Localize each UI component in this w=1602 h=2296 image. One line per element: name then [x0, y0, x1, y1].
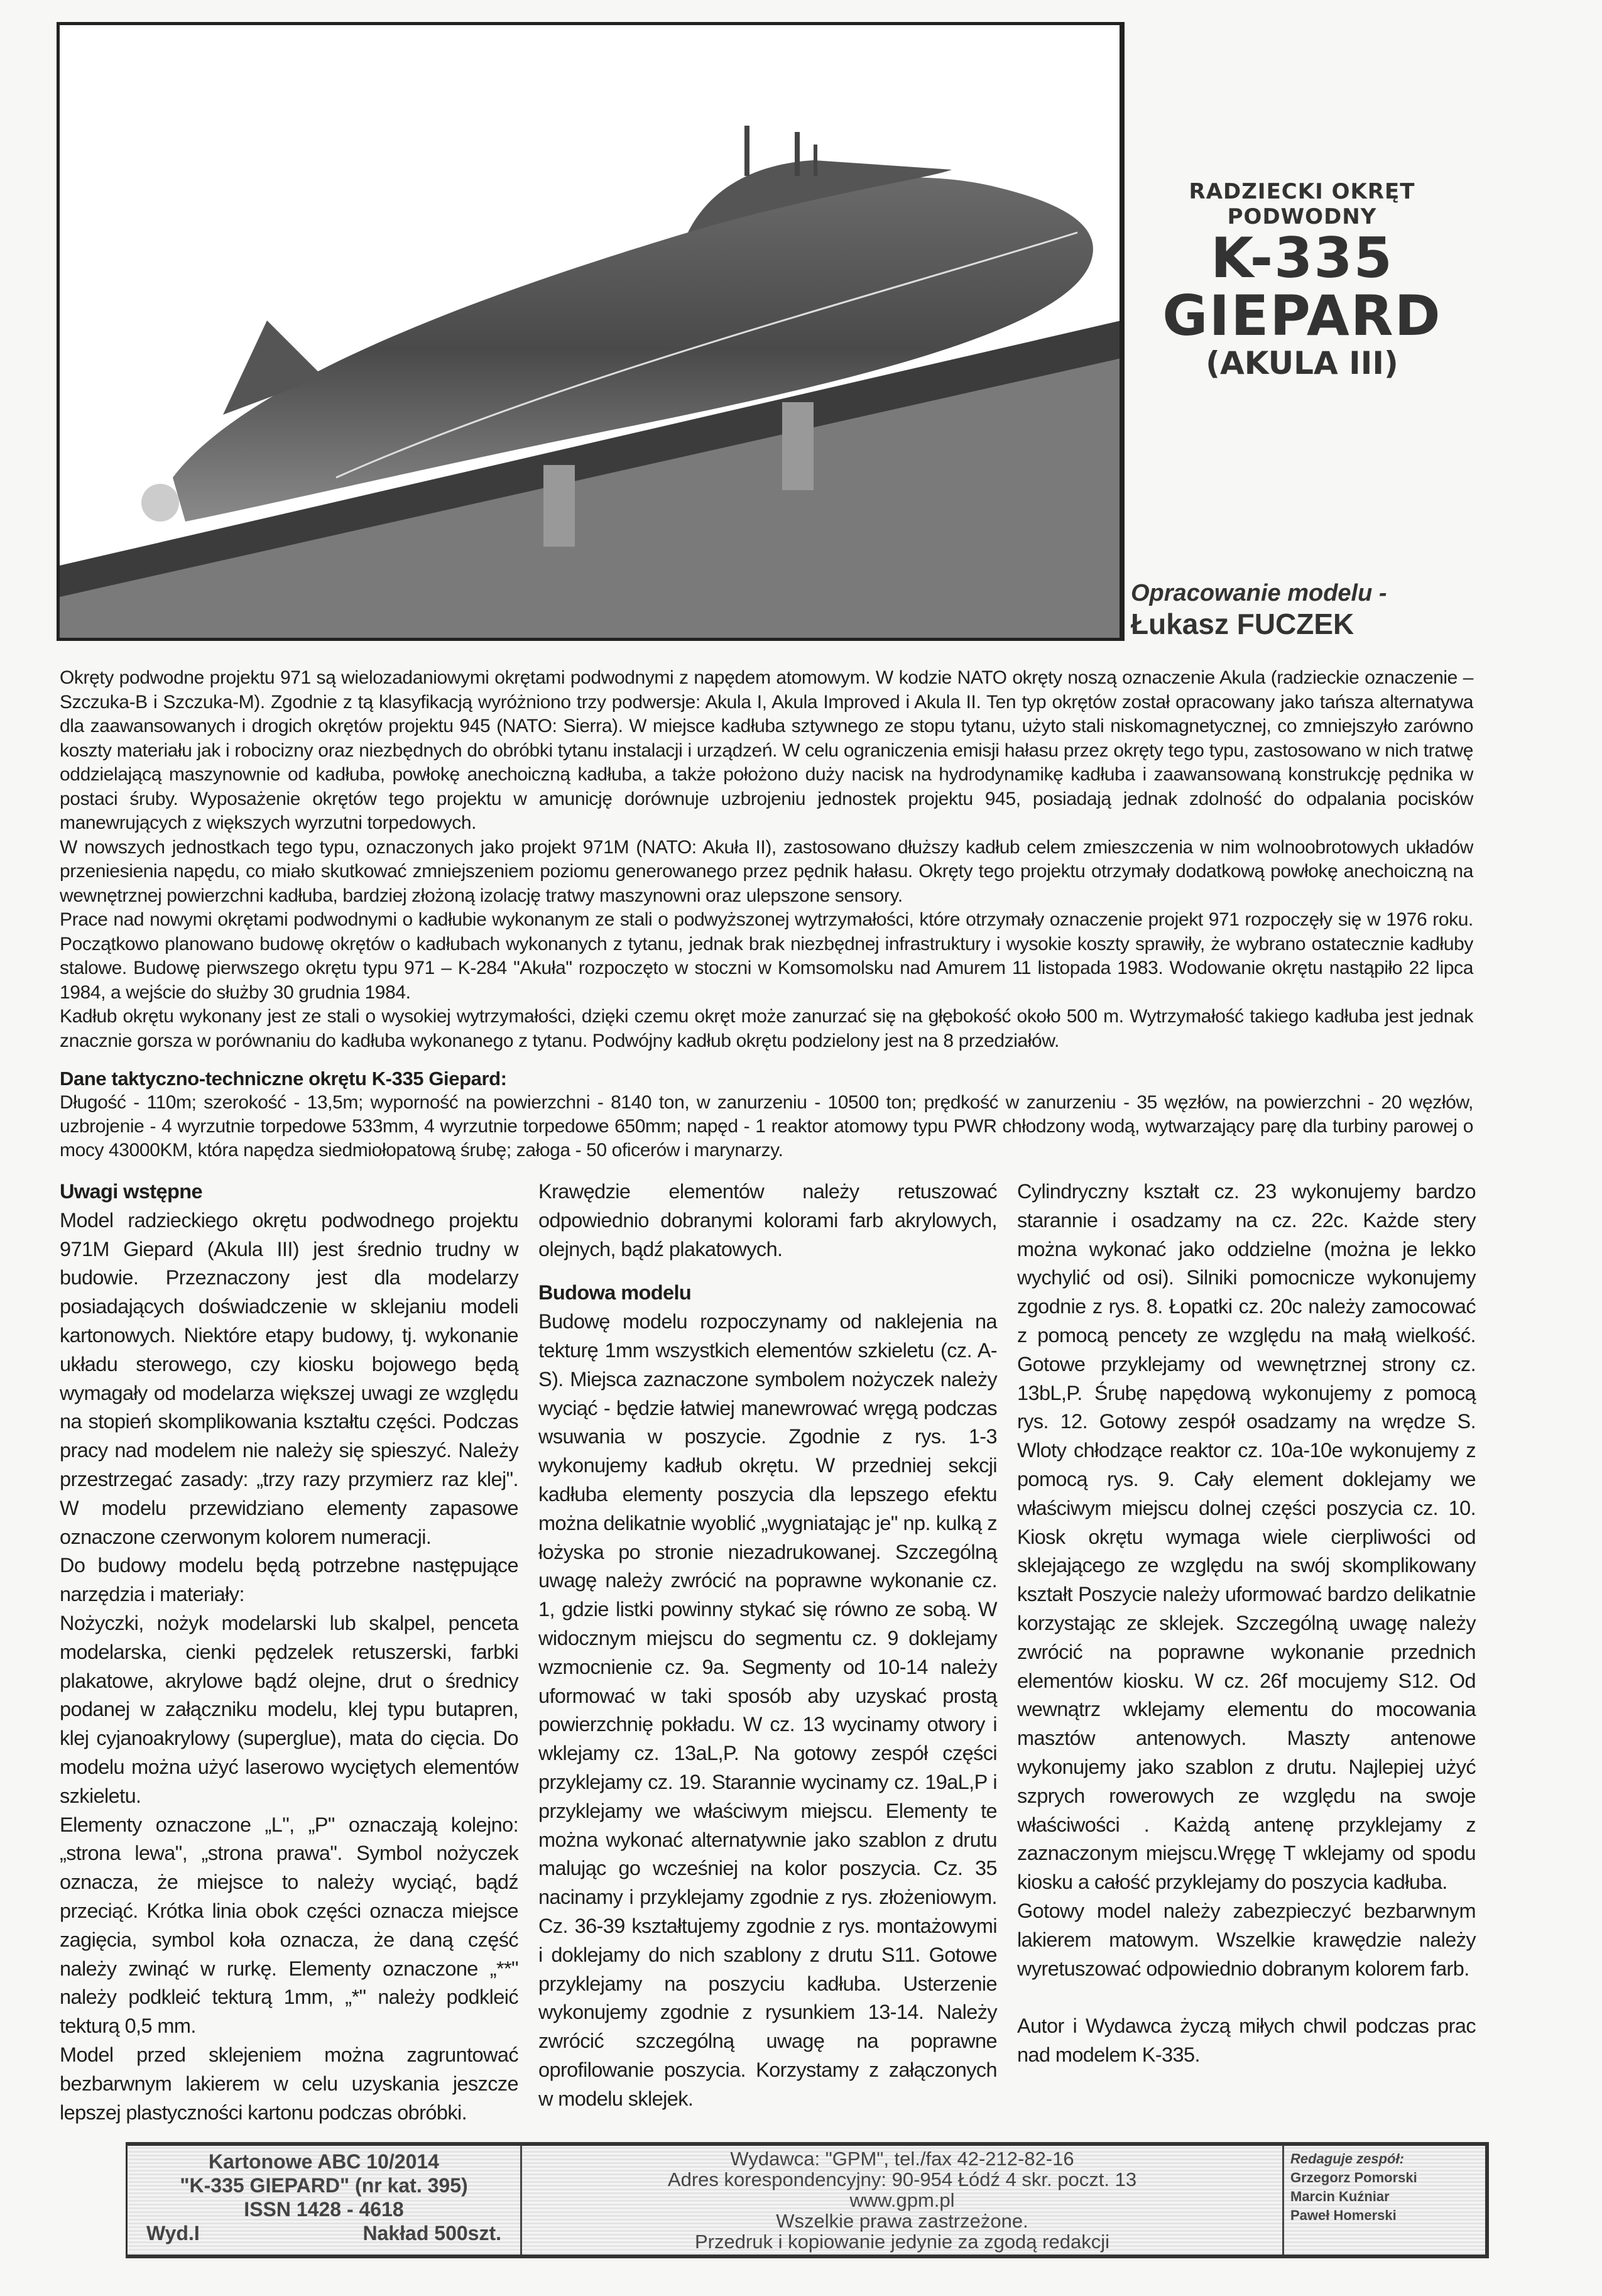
intro-paragraph: W nowszych jednostkach tego typu, oznaczonych jako projekt 971M (NATO: Akuła II), zastosowano dłuższy kadłub celem zmieszczenia w nim wolnoobrotowych układów przeniesienia napędu, co miało skutkować zmniejszeniem poziomu generowanego przez pędnik hałasu. Okręty tego projektu otrzymały dodatkową powłokę anechoiczną na wewnętrznej powierzchni kadłuba, bardziej złożoną izolację tratwy maszynowni oraz ulepszone sensory.	[60, 836, 1473, 906]
issue-edition: Wyd.I	[146, 2222, 200, 2245]
team-member: Marcin Kuźniar	[1290, 2189, 1390, 2205]
article-title-block	[1131, 179, 1473, 381]
paragraph: Krawędzie elementów należy retuszować odpowiednio dobranymi kolorami farb akrylowych, olejnych, bądź plakatowych.	[538, 1180, 997, 1260]
column-2	[538, 1178, 997, 2114]
paragraph: Nożyczki, nożyk modelarski lub skalpel, penceta modelarska, cienki pędzelek retuszerski, farbki plakatowe, akrylowe bądź olejne, drut o średnicy podanej w załączniku modelu, klej typu butapren, klej cyjanoakrylowy (superglue), mata do cięcia. Do modelu można użyć laserowo wyciętych elementów szkieletu.	[60, 1611, 518, 1807]
paragraph: Elementy oznaczone „L", „P" oznaczają kolejno: „strona lewa", „strona prawa". Symbol nożyczek oznacza, że miejsce to należy wyciąć, bądź przeciąć. Krótka linia obok części oznacza miejsce zagięcia, symbol koła oznacza, że daną część należy zwinąć w rurkę. Elementy oznaczone „**" należy podkleić tekturą 1mm, „*" należy podkleić tekturą 0,5 mm.	[60, 1813, 518, 2038]
paragraph: Cylindryczny kształt cz. 23 wykonujemy bardzo starannie i osadzamy na cz. 22c. Każde stery można wykonać jako oddzielne (można je lekko wychylić od osi). Silniki pomocnicze wykonujemy zgodnie z rys. 8. Łopatki cz. 20c należy zamocować z pomocą pencety ze względu na małą wielkość. Gotowe przyklejamy od wewnętrznej strony cz. 13bL,P. Śrubę napędową wykonujemy z pomocą rys. 12. Gotowy zespół osadzamy na wrędze S. Wloty chłodzące reaktor cz. 10a-10e wykonujemy z pomocą rys. 9. Cały element doklejamy we właściwym miejscu dolnej części poszycia cz. 10. Kiosk okrętu wymaga wiele cierpliwości od sklejającego ze względu na swój skomplikowany kształt Poszycie należy uformować bardzo delikatnie korzystając ze sklejek. Szczególną uwagę należy zwrócić na poprawne wykonanie przednich elementów kiosku. W cz. 26f mocujemy S12. Od wewnątrz wklejamy elementu do mocowania masztów antenowych. Maszty antenowe wykonujemy jako szablon z drutu. Najlepiej użyć szprych rowerowych ze względu na swoje właściwości . Każdą antenę przyklejamy z zaznaczonym miejscu.Wręgę T wklejamy od spodu kiosku a całość przyklejamy do poszycia kadłuba.	[1017, 1180, 1476, 1894]
title-number: K-335	[1211, 226, 1393, 290]
specs-text: Długość - 110m; szerokość - 13,5m; wyporność na powierzchni - 8140 ton, w zanurzeniu - 10500 ton; prędkość w zanurzeniu - 35 węzłów, na powierzchni - 20 węzłów, uzbrojenie - 4 wyrzutnie torpedowe 533mm, 4 wyrzutnie torpedowe 650mm; napęd - 1 reaktor atomowy typu PWR chłodzony wodą, wytwarzający parę dla turbiny parowej o mocy 43000KM, która napędza siedmiołopatową śrubę; załoga - 50 oficerów i marynarzy.	[60, 1092, 1473, 1161]
section-heading: Uwagi wstępne	[60, 1180, 202, 1203]
title-name: GIEPARD	[1162, 283, 1442, 348]
issue-model: "K-335 GIEPARD" (nr kat. 395)	[180, 2174, 468, 2197]
copy-notice: Przedruk i kopiowanie jedynie za zgodą redakcji	[695, 2231, 1109, 2253]
publisher-website: www.gpm.pl	[849, 2189, 955, 2212]
section-heading: Budowa modelu	[538, 1281, 692, 1304]
team-label: Redaguje zespół:	[1290, 2151, 1404, 2167]
header-row	[57, 22, 1473, 641]
paragraph: Model radzieckiego okrętu podwodnego projektu 971M Giepard (Akula III) jest średnio trudny w budowie. Przeznaczony jest dla modelarzy posiadających doświadczenie w sklejaniu modeli kartonowych. Niektóre etapy budowy, tj. wykonanie układu sterowego, czy kiosku bojowego będą wymagały od modelarza większej uwagi ze względu na stopień skomplikowania kształtu części. Podczas pracy nad modelem nie należy się spieszyć. Należy przestrzegać zasady: „trzy razy przymierz raz klej". W modelu przewidziano elementy zapasowe oznaczone czerwonym kolorem numeracji.	[60, 1208, 518, 1548]
publisher-address: Adres korespondencyjny: 90-954 Łódź 4 skr. poczt. 13	[667, 2168, 1137, 2191]
publisher-line: Wydawca: "GPM", tel./fax 42-212-82-16	[730, 2148, 1074, 2170]
issue-print-run: Nakład 500szt.	[362, 2222, 501, 2245]
issue-title: Kartonowe ABC 10/2014	[209, 2150, 439, 2173]
paragraph: Do budowy modelu będą potrzebne następujące narzędzia i materiały:	[60, 1554, 518, 1606]
title-kicker: RADZIECKI OKRĘT PODWODNY	[1189, 179, 1415, 229]
colophon-publisher	[522, 2146, 1284, 2255]
title-subtitle: (AKULA III)	[1206, 345, 1398, 381]
column-3	[1017, 1178, 1476, 2070]
team-member: Grzegorz Pomorski	[1290, 2170, 1417, 2186]
intro-paragraph: Kadłub okrętu wykonany jest ze stali o wysokiej wytrzymałości, dzięki czemu okręt może zanurzać się na głębokość około 500 m. Wytrzymałość takiego kadłuba jest jednak znacznie gorsza w porównaniu do kadłuba wykonanego z tytanu. Podwójny kadłub okrętu podzielony jest na 8 przedziałów.	[60, 1006, 1473, 1051]
colophon-team	[1284, 2146, 1485, 2255]
intro-paragraph: Prace nad nowymi okrętami podwodnymi o kadłubie wykonanym ze stali o podwyższonej wytrzymałości, które otrzymały oznaczenie projekt 971 rozpoczęły się w 1976 roku. Początkowo planowano budowę okrętów o kadłubach wykonanych z tytanu, jednak brak niezbędnej infrastruktury i wysokie koszty sprawiły, że wybrano ostatecznie kadłuby stalowe. Budowę pierwszego okrętu typu 971 – K-284 "Akuła" rozpoczęto w stoczni w Komsomolsku nad Amurem 11 listopada 1983. Wodowanie okrętu nastąpiło 22 lipca 1984, a wejście do służby 30 grudnia 1984.	[60, 909, 1473, 1003]
colophon-issue	[128, 2146, 522, 2255]
title-side	[1125, 22, 1473, 641]
paragraph: Gotowy model należy zabezpieczyć bezbarwnym lakierem matowym. Wszelkie krawędzie należy wyretuszować odpowiednio dobranym kolorem farb.	[1017, 1899, 1476, 1980]
submarine-illustration	[60, 25, 1121, 638]
specs-heading: Dane taktyczno-techniczne okrętu K-335 Giepard:	[60, 1068, 507, 1090]
rights-line: Wszelkie prawa zastrzeżone.	[776, 2210, 1028, 2233]
specs-section	[60, 1067, 1473, 1162]
closing-note: Autor i Wydawca życzą miłych chwil podczas prac nad modelem K-335.	[1017, 2014, 1476, 2067]
issue-issn: ISSN 1428 - 4618	[244, 2198, 404, 2221]
author-label: Opracowanie modelu -	[1131, 580, 1387, 606]
intro-text	[60, 666, 1473, 1053]
column-1	[60, 1178, 518, 2127]
colophon	[126, 2142, 1489, 2258]
author-block	[1131, 580, 1473, 641]
team-member: Paweł Homerski	[1290, 2207, 1397, 2224]
instruction-columns	[60, 1178, 1476, 2127]
issue-edition-row	[128, 2221, 520, 2245]
paragraph: Budowę modelu rozpoczynamy od naklejenia na tekturę 1mm wszystkich elementów szkieletu (cz. A-S). Miejsca zaznaczone symbolem nożyczek należy wyciąć - będzie łatwiej manewrować wręgą podczas wsuwania w poszycie. Zgodnie z rys. 1-3 wykonujemy kadłub okrętu. W przedniej sekcji kadłuba elementy poszycia dla lepszego efektu można delikatnie wyoblić „wygniatając je" np. kulką z łożyska po stronie niezadrukowanej. Szczególną uwagę należy zwrócić na poprawne wykonanie cz. 1, gdzie listki powinny stykać się równo ze sobą. W widocznym miejscu do segmentu cz. 9 doklejamy wzmocnienie cz. 9a. Segmenty od 10-14 należy uformować w taki sposób aby uzyskać prostą powierzchnię pokładu. W cz. 13 wycinamy otwory i wklejamy cz. 13aL,P. Na gotowy zespół części przyklejamy cz. 19. Starannie wycinamy cz. 19aL,P i przyklejamy we właściwym miejscu. Elementy te można wykonać alternatywnie jako szablon z drutu malując go wcześniej na kolor poszycia. Cz. 35 nacinamy i przyklejamy zgodnie z rys. złożeniowym. Cz. 36-39 kształtujemy zgodnie z rys. montażowymi i doklejamy do nich szablony z drutu S11. Gotowe przyklejamy na poszyciu kadłuba. Usterzenie wykonujemy zgodnie z rysunkiem 13-14. Należy zwrócić szczególną uwagę na poprawne oprofilowanie poszycia. Korzystamy z załączonych w modelu sklejek.	[538, 1310, 997, 2110]
submarine-model-photo	[57, 22, 1125, 641]
author-name: Łukasz FUCZEK	[1131, 608, 1354, 640]
intro-paragraph: Okręty podwodne projektu 971 są wielozadaniowymi okrętami podwodnymi z napędem atomowym. W kodzie NATO okręty noszą oznaczenie Akula (radzieckie oznaczenie – Szczuka-B i Szczuka-M). Zgodnie z tą klasyfikacją wyróżniono trzy podwersje: Akula I, Akula Improved i Akula II. Ten typ okrętów został opracowany jako tańsza alternatywa dla zaawansowanych i drogich okrętów projektu 945 (NATO: Sierra). W miejsce kadłuba sztywnego ze stopu tytanu, użyto stali niskomagnetycznej, co zmniejszyło zarówno koszty materiału jak i robocizny oraz niezbędnych do obróbki tytanu instalacji i urządzeń. W celu ograniczenia emisji hałasu przez okręty tego typu, zastosowano w nich tratwę oddzielającą maszynownie od kadłuba, powłokę anechoiczną kadłuba, a także położono duży nacisk na hydrodynamikę kadłuba i zaawansowaną konstrukcję pędnika w postaci śruby. Wyposażenie okrętów tego projektu w amunicję dorównuje uzbrojeniu jednostek projektu 945, posiadają jednak zdolność do odpalania pocisków manewrujących z większych wyrzutni torpedowych.	[60, 667, 1473, 833]
paragraph: Model przed sklejeniem można zagruntować bezbarwnym lakierem w celu uzyskania jeszcze lepszej plastyczności kartonu podczas obróbki.	[60, 2043, 518, 2124]
